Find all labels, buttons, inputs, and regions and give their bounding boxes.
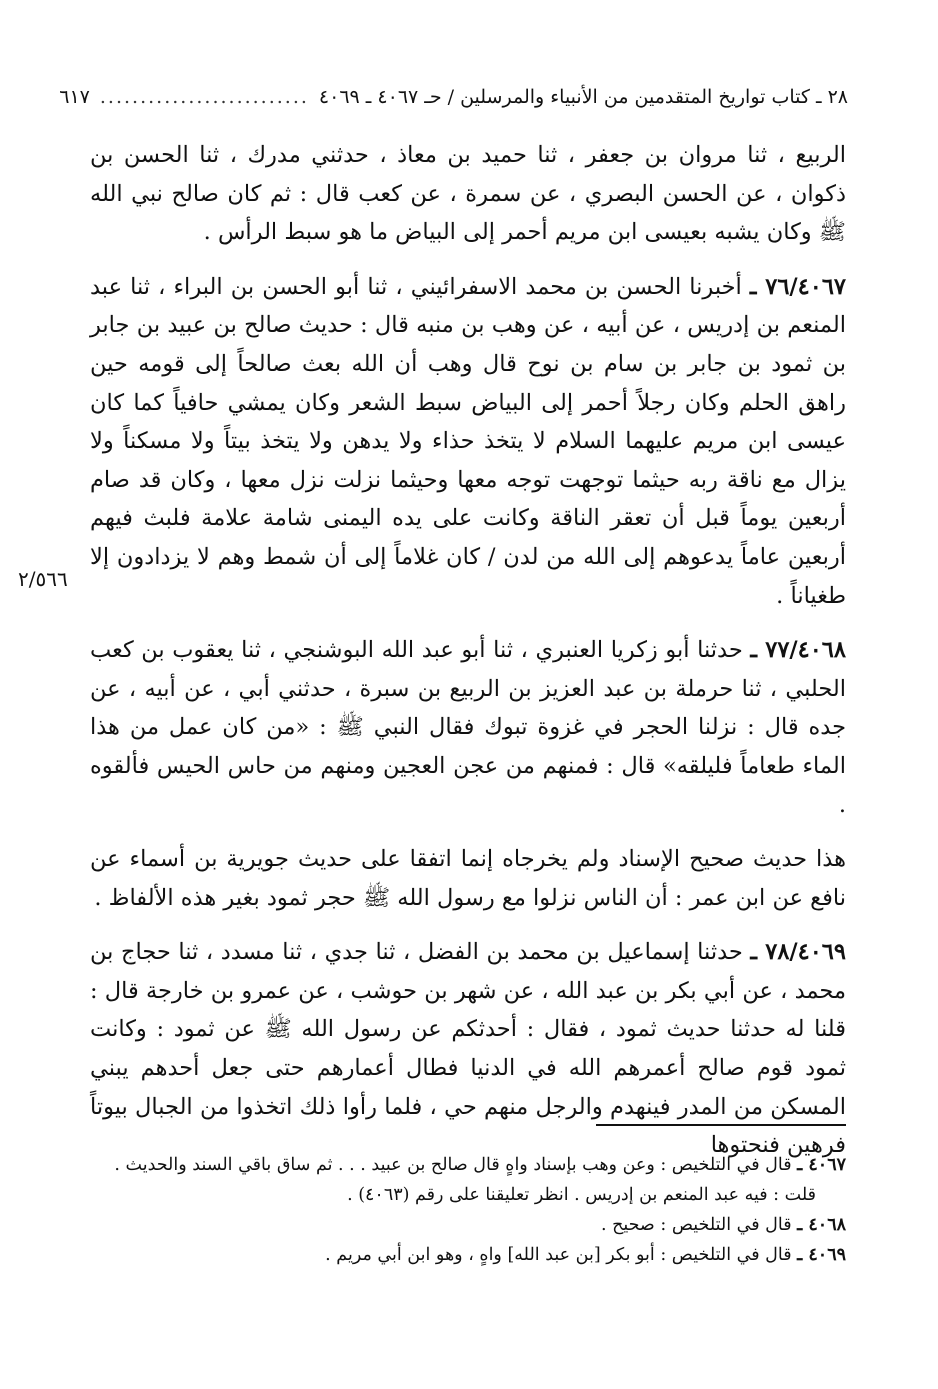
hadith-number: ٧٧/٤٠٦٨ ـ bbox=[750, 637, 846, 664]
paragraph-text: حدثنا أبو زكريا العنبري ، ثنا أبو عبد الله البوشنجي ، ثنا يعقوب بن كعب الحلبي ، ثنا حرملة بن عبد العزيز بن الربيع بن سبرة ، حدثني أبي ، عن أبيه ، عن جده قال : نزلنا الحجر في غزوة تبوك فقال النبي ﷺ : «من كان عمل من هذا الماء طعاماً فليلقه» قال : فمنهم من عجن العجين ومنهم من حاس الحيس فألقوه . bbox=[90, 637, 846, 818]
footnote-number: ٤٠٦٩ ـ bbox=[797, 1245, 846, 1265]
footnote-comment bbox=[90, 1180, 846, 1210]
footnote-4068 bbox=[90, 1210, 846, 1240]
main-text bbox=[90, 136, 846, 1165]
hadith-number: ٧٦/٤٠٦٧ ـ bbox=[749, 273, 846, 300]
hadith-4069 bbox=[90, 933, 846, 1165]
margin-manuscript-reference: ٢/٥٦٦ bbox=[18, 567, 68, 591]
header-dot-leader: .......................... bbox=[99, 86, 309, 108]
paragraph-text: أخبرنا الحسن بن محمد الاسفرائيني ، ثنا أبو الحسن بن البراء ، ثنا عبد المنعم بن إدريس ، عن أبيه ، عن وهب بن منبه قال : حديث صالح بن عبيد بن جابر بن ثمود بن جابر بن سام بن نوح قال وهب أن الله بعث صالحاً إلى قومه حين راهق الحلم وكان رجلاً أحمر إلى البياض سبط الشعر وكان يمشي حافياً كما كان عيسى ابن مريم عليهما السلام لا يتخذ حذاء ولا يدهن ولا يتخذ بيتاً ولا مسكناً ولا يزال مع ناقة ربه حيثما توجهت توجه معها وحيثما نزلت نزل معها ، وكان قد صام أربعين يوماً قبل أن تعقر الناقة وكانت على يده اليمنى شامة علامة فلبث فيهم أربعين عاماً يدعوهم إلى الله من لدن / كان غلاماً إلى أن شمط وهم لا يزدادون إلا طغياناً . bbox=[90, 273, 846, 609]
footnote-4067 bbox=[90, 1150, 846, 1180]
paragraph-continuation bbox=[90, 136, 846, 252]
paragraph-text: الربيع ، ثنا مروان بن جعفر ، ثنا حميد بن معاذ ، حدثني مدرك ، ثنا الحسن بن ذكوان ، عن الحسن البصري ، عن سمرة ، عن كعب قال : ثم كان صالح نبي الله ﷺ وكان يشبه بعيسى ابن مريم أحمر إلى البياض ما هو سبط الرأس . bbox=[90, 142, 846, 246]
footnotes bbox=[90, 1150, 846, 1270]
footnote-number: ٤٠٦٨ ـ bbox=[797, 1215, 846, 1235]
footnote-text: قال في التلخيص : أبو بكر [بن عبد الله] واهٍ ، وهو ابن أبي مريم . bbox=[325, 1245, 798, 1265]
footnote-text: قال في التلخيص : وعن وهب بإسناد واهٍ قال صالح بن عبيد . . . ثم ساق باقي السند والحديث . bbox=[114, 1155, 798, 1175]
hadith-4068 bbox=[90, 631, 846, 824]
authentication-comment bbox=[90, 840, 846, 917]
paragraph-text: هذا حديث صحيح الإسناد ولم يخرجاه إنما اتفقا على حديث جويرية بن أسماء عن نافع عن ابن عمر : أن الناس نزلوا مع رسول الله ﷺ حجر ثمود بغير هذه الألفاظ . bbox=[90, 846, 846, 911]
footnote-number: ٤٠٦٧ ـ bbox=[797, 1155, 846, 1175]
page-number: ٦١٧ bbox=[59, 86, 90, 108]
header-title: ٢٨ ـ كتاب تواريخ المتقدمين من الأنبياء والمرسلين / حـ ٤٠٦٧ ـ ٤٠٦٩ bbox=[318, 86, 848, 108]
footnote-4069 bbox=[90, 1240, 846, 1270]
running-header bbox=[59, 80, 848, 114]
footnote-text: قلت : فيه عبد المنعم بن إدريس . انظر تعليقنا على رقم (٤٠٦٣) . bbox=[347, 1185, 816, 1205]
hadith-number: ٧٨/٤٠٦٩ ـ bbox=[750, 939, 846, 966]
hadith-4067 bbox=[90, 268, 846, 615]
paragraph-text: حدثنا إسماعيل بن محمد بن الفضل ، ثنا جدي ، ثنا مسدد ، ثنا حجاج بن محمد ، عن أبي بكر بن عبد الله ، عن شهر بن حوشب ، عن عمرو بن خارجة قال : قلنا له حدثنا حديث ثمود ، فقال : أحدثكم عن رسول الله ﷺ عن ثمود : وكانت ثمود قوم صالح أعمرهم الله في الدنيا فطال أعمارهم حتى جعل أحدهم يبني المسكن من المدر فينهدم والرجل منهم حي ، فلما رأوا ذلك اتخذوا من الجبال بيوتاً فرهين فنحتوها bbox=[90, 939, 846, 1159]
footnote-divider bbox=[596, 1124, 846, 1126]
footnote-text: قال في التلخيص : صحيح . bbox=[600, 1215, 798, 1235]
